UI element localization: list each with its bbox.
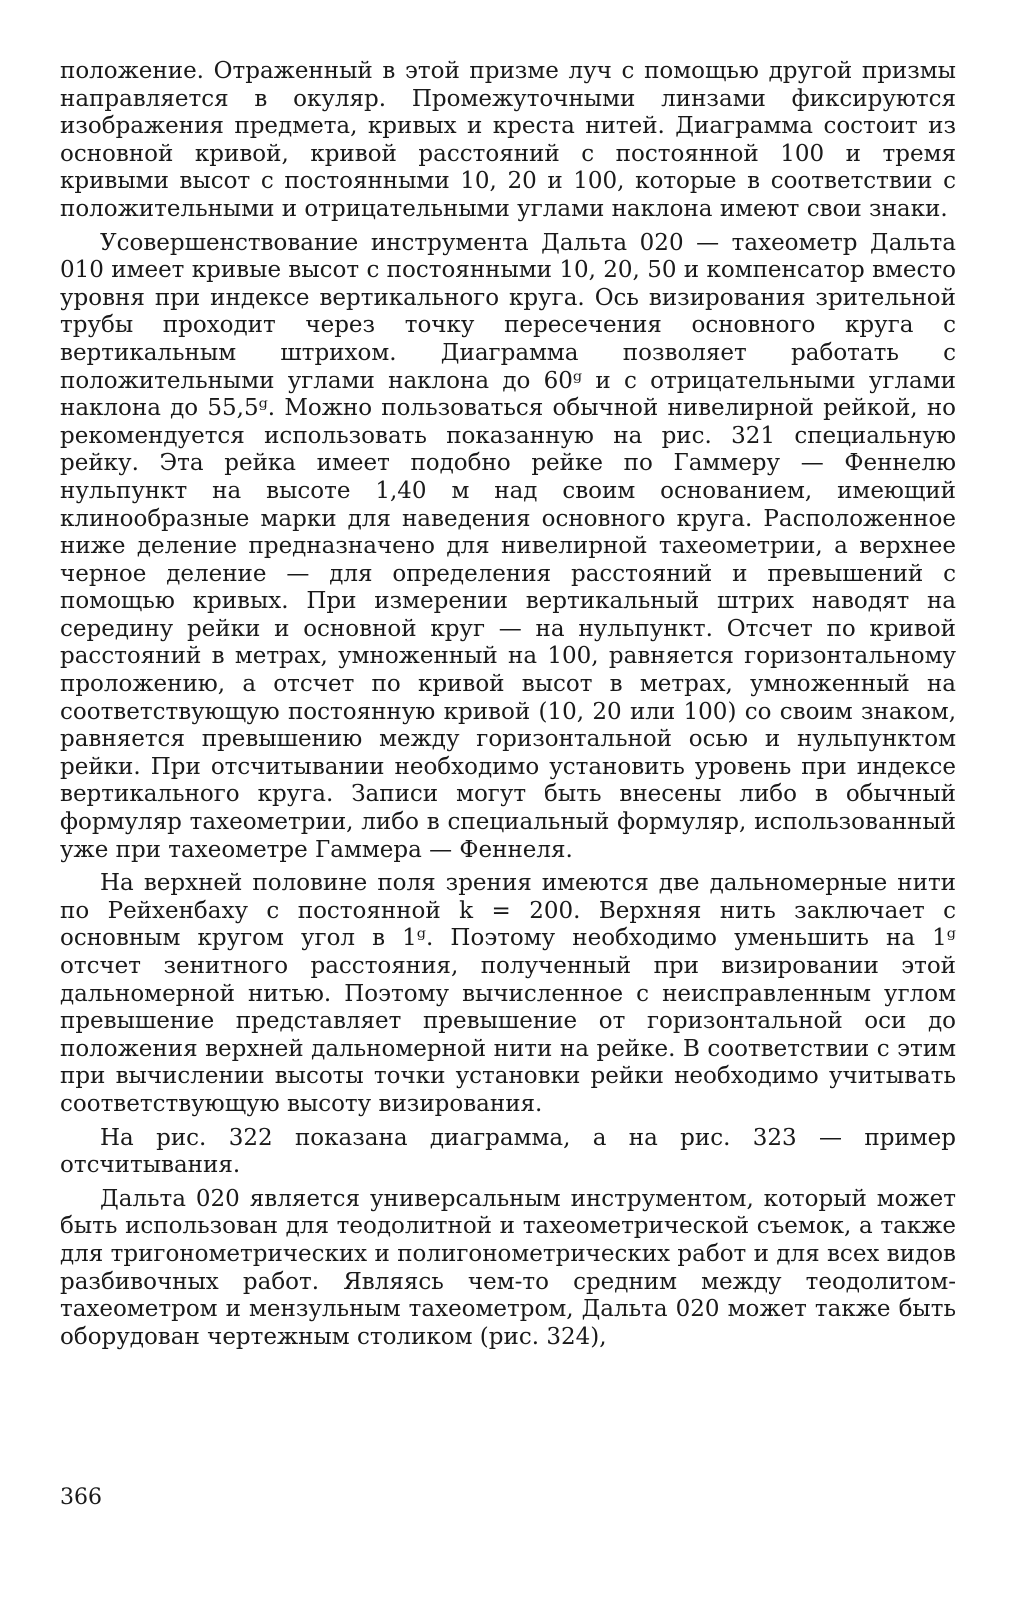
paragraph-3: На верхней половине поля зрения имеются две дальномерные нити по Рейхенбаху с постоянной k = 200. Верхняя нить заключает с основным кругом угол в 1ᵍ. Поэтому необходимо уменьшить на 1ᵍ отсчет зенитного расстояния, полученный при визировании этой дальномерной нитью. Поэтому вычисленное с неисправленным углом превышение представляет превышение от горизонтальной оси до положения верхней дальномерной нити на рейке. В соответствии с этим при вычислении высоты точки установки рейки необходимо учитывать соответствующую высоту визирования. bbox=[60, 870, 956, 1117]
paragraph-4: На рис. 322 показана диаграмма, а на рис. 323 — пример отсчитывания. bbox=[60, 1124, 956, 1179]
paragraph-1: положение. Отраженный в этой призме луч с помощью другой призмы направляется в окуляр. Промежуточными линзами фиксируются изображения предмета, кривых и креста нитей. Диаграмма состоит из основной кривой, кривой расстояний с постоянной 100 и тремя кривыми высот с постоянными 10, 20 и 100, которые в соответствии с положительными и отрицательными углами наклона имеют свои знаки. bbox=[60, 58, 956, 222]
page-number: 366 bbox=[60, 1485, 102, 1510]
paragraph-5: Дальта 020 является универсальным инструментом, который может быть использован для теодолитной и тахеометрической съемок, а также для тригонометрических и полигонометрических работ и для всех видов разбивочных работ. Являясь чем-то средним между теодолитом-тахеометром и мензульным тахеометром, Дальта 020 может также быть оборудован чертежным столиком (рис. 324), bbox=[60, 1185, 956, 1350]
paragraph-2: Усовершенствование инструмента Дальта 020 — тахеометр Дальта 010 имеет кривые высот с постоянными 10, 20, 50 и компенсатор вместо уровня при индексе вертикального круга. Ось визирования зрительной трубы проходит через точку пересечения основного круга с вертикальным штрихом. Диаграмма позволяет работать с положительными углами наклона до 60ᵍ и с отрицательными углами наклона до 55,5ᵍ. Можно пользоваться обычной нивелирной рейкой, но рекомендуется использовать показанную на рис. 321 специальную рейку. Эта рейка имеет подобно рейке по Гаммеру — Феннелю нульпункт на высоте 1,40 м над своим основанием, имеющий клинообразные марки для наведения основного круга. Расположенное ниже деление предназначено для нивелирной тахеометрии, а верхнее черное деление — для определения расстояний и превышений с помощью кривых. При измерении вертикальный штрих наводят на середину рейки и основной круг — на нульпункт. Отсчет по кривой расстояний в метрах, умноженный на 100, равняется горизонтальному проложению, а отсчет по кривой высот в метрах, умноженный на соответствующую постоянную кривой (10, 20 или 100) со своим знаком, равняется превышению между горизонтальной осью и нульпунктом рейки. При отсчитывании необходимо установить уровень при индексе вертикального круга. Записи могут быть внесены либо в обычный формуляр тахеометрии, либо в специальный формуляр, использованный уже при тахеометре Гаммера — Феннеля. bbox=[60, 229, 956, 863]
page-body bbox=[60, 58, 956, 1357]
